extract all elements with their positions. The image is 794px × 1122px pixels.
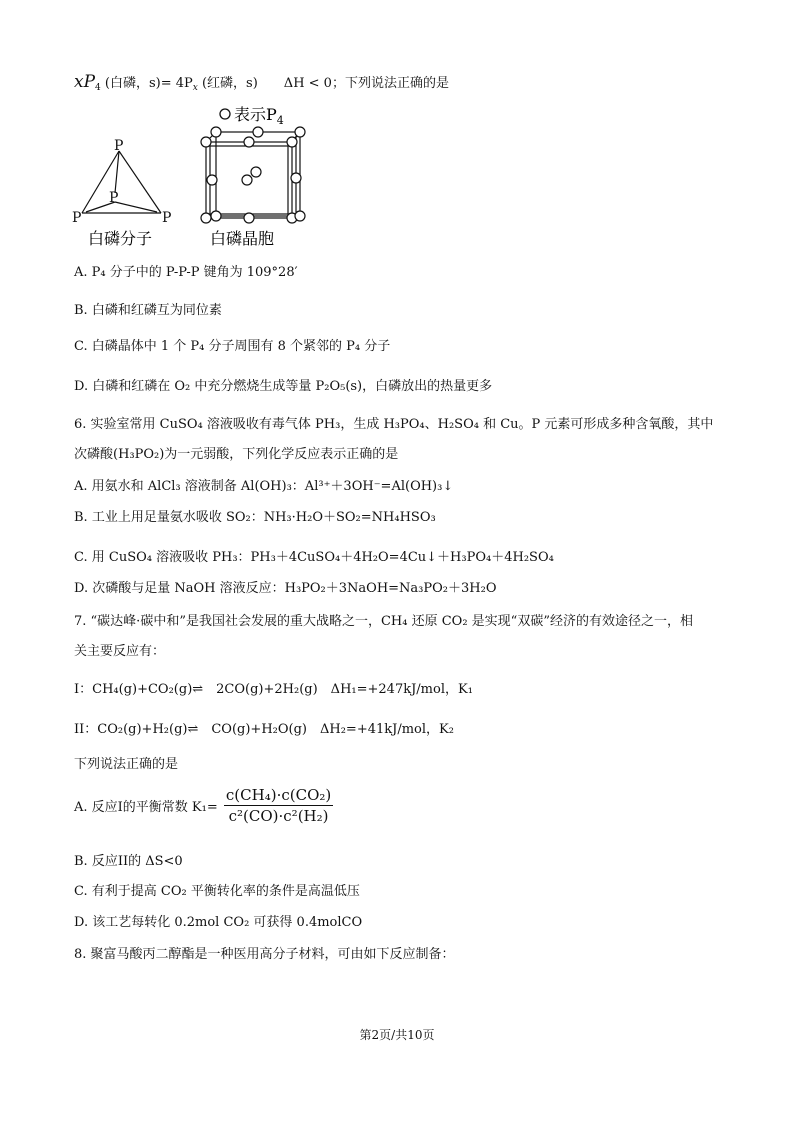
p-atom-left: P bbox=[72, 210, 82, 226]
q5-stem: $xP_4$ (白磷，$s)= 4P_x$ (红磷，s) ΔH < 0；下列说法正确的是 bbox=[74, 72, 449, 93]
q5-option-a: A. P₄ 分子中的 P-P-P 键角为 109°28′ bbox=[74, 265, 298, 280]
q8-stem: 8. 聚富马酸丙二醇酯是一种医用高分子材料，可由如下反应制备： bbox=[74, 947, 455, 962]
q7-option-b: B. 反应II的 ΔS<0 bbox=[74, 854, 183, 869]
q7-reaction-1: I：CH₄(g)+CO₂(g)⇌ 2CO(g)+2H₂(g) ΔH₁=+247kJ/mol，K₁ bbox=[74, 682, 473, 697]
fig-label-molecule: 白磷分子 bbox=[88, 229, 153, 248]
q5-option-c: C. 白磷晶体中 1 个 P₄ 分子周围有 8 个紧邻的 P₄ 分子 bbox=[74, 339, 391, 354]
q5-option-b: B. 白磷和红磷互为同位素 bbox=[74, 303, 222, 318]
legend-label: 表示$P_4$ bbox=[234, 105, 284, 127]
p-atom-right: P bbox=[162, 210, 172, 226]
q5-stem-mid: (白磷，s)= 4P bbox=[104, 76, 193, 91]
q7-reaction-2: II：CO₂(g)+H₂(g)⇌ CO(g)+H₂O(g) ΔH₂=+41kJ/mol，K₂ bbox=[74, 722, 454, 737]
fraction-numerator: c(CH₄)·c(CO₂) bbox=[225, 786, 332, 804]
p4-molecule-diagram bbox=[82, 151, 161, 213]
q6-stem-line1: 6. 实验室常用 CuSO₄ 溶液吸收有毒气体 PH₃，生成 H₃PO₄、H₂SO₄ 和 Cu。P 元素可形成多种含氧酸，其中 bbox=[74, 417, 714, 432]
q7-option-a-prefix: A. 反应I的平衡常数 K₁= bbox=[74, 800, 218, 815]
q5-stem-prefix: xP bbox=[74, 72, 96, 92]
fig-label-cell: 白磷晶胞 bbox=[210, 229, 275, 248]
page-number: 第2页/共10页 bbox=[359, 1028, 435, 1042]
q7-option-d: D. 该工艺每转化 0.2mol CO₂ 可获得 0.4molCO bbox=[74, 915, 363, 930]
q7-option-c: C. 有利于提高 CO₂ 平衡转化率的条件是高温低压 bbox=[74, 884, 360, 899]
q7-option-a bbox=[74, 786, 333, 825]
unit-cell-diagram bbox=[201, 127, 305, 223]
legend-circle-icon bbox=[220, 109, 230, 119]
q7-stem-line1: 7. “碳达峰·碳中和”是我国社会发展的重大战略之一，CH₄ 还原 CO₂ 是实现“双碳”经济的有效途径之一，相 bbox=[74, 614, 693, 629]
q5-option-d: D. 白磷和红磷在 O₂ 中充分燃烧生成等量 P₂O₅(s)，白磷放出的热量更多 bbox=[74, 379, 493, 394]
p-atom-top: P bbox=[114, 138, 124, 154]
fraction-denominator: c²(CO)·c²(H₂) bbox=[228, 807, 329, 825]
q6-stem-line2: 次磷酸(H₃PO₂)为一元弱酸，下列化学反应表示正确的是 bbox=[74, 447, 399, 462]
q6-option-b: B. 工业上用足量氨水吸收 SO₂：NH₃·H₂O＋SO₂=NH₄HSO₃ bbox=[74, 510, 436, 525]
q7-question: 下列说法正确的是 bbox=[74, 757, 179, 772]
q7-stem-line2: 关主要反应有： bbox=[74, 644, 166, 659]
q6-option-c: C. 用 CuSO₄ 溶液吸收 PH₃：PH₃＋4CuSO₄＋4H₂O=4Cu↓＋H₃PO₄＋4H₂SO₄ bbox=[74, 550, 554, 565]
p-atom-middle: P bbox=[109, 190, 119, 206]
q6-option-d: D. 次磷酸与足量 NaOH 溶液反应：H₃PO₂＋3NaOH=Na₃PO₂＋3H₂O bbox=[74, 581, 497, 596]
equilibrium-constant-fraction bbox=[224, 786, 333, 825]
white-phosphorus-figure bbox=[66, 98, 326, 253]
q6-option-a: A. 用氨水和 AlCl₃ 溶液制备 Al(OH)₃：Al³⁺＋3OH⁻=Al(OH)₃↓ bbox=[74, 479, 454, 494]
q5-stem-suffix: (红磷，s) ΔH < 0；下列说法正确的是 bbox=[201, 76, 449, 91]
